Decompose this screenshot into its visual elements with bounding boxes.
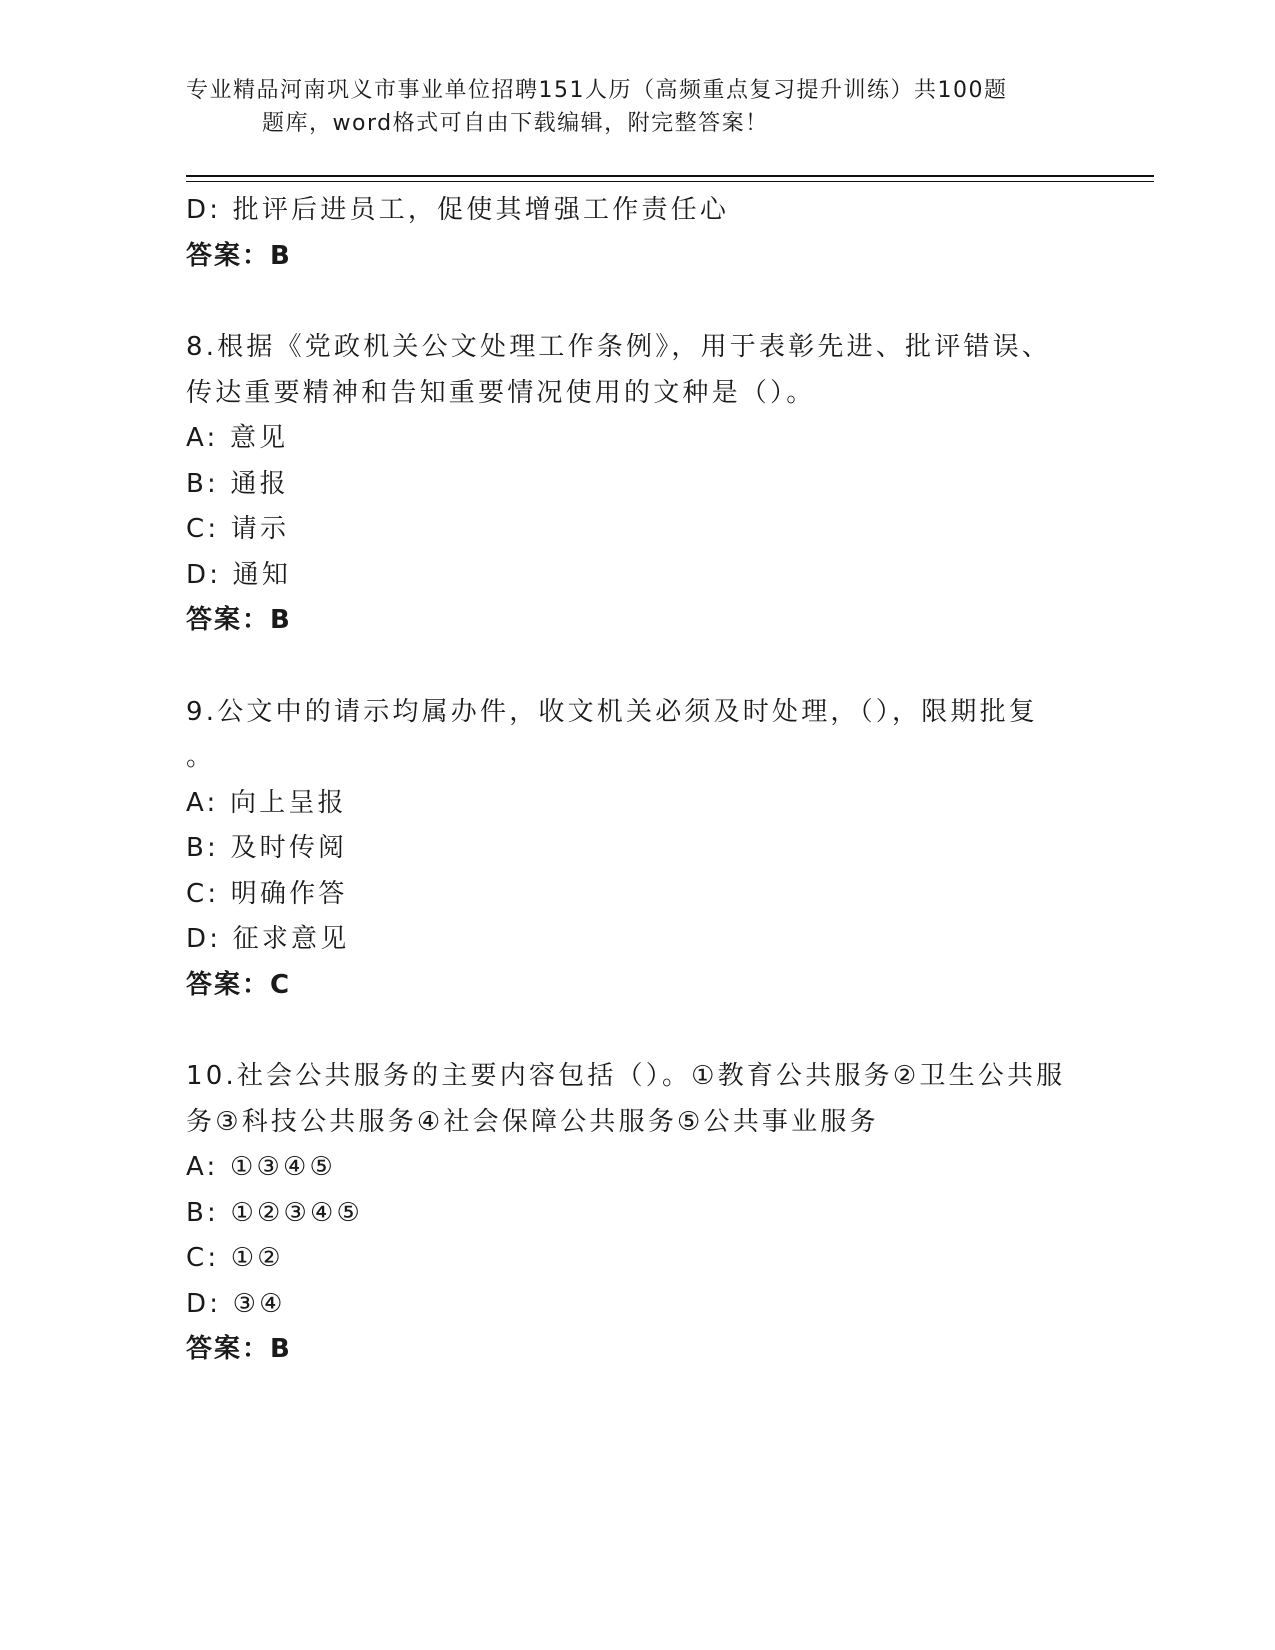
q10-text-line-2: 务③科技公共服务④社会保障公共服务⑤公共事业服务	[186, 1106, 879, 1137]
q9-option-d: D: 征求意见	[186, 924, 350, 954]
q9-text-line-1: 9.公文中的请示均属办件，收文机关必须及时处理，（），限期批复	[186, 696, 1039, 727]
q8-text-line-2: 传达重要精神和告知重要情况使用的文种是（）。	[186, 377, 816, 408]
q10-text-line-1: 10.社会公共服务的主要内容包括（）。①教育公共服务②卫生公共服	[186, 1061, 1066, 1091]
q8-text-line-1: 8.根据《党政机关公文处理工作条例》，用于表彰先进、批评错误、	[186, 332, 1052, 362]
document-header	[186, 74, 1066, 140]
q8-option-d: D: 通知	[186, 559, 292, 590]
q10-option-a: A: ①③④⑤	[186, 1152, 336, 1182]
prev-option-d: D: 批评后进员工，促使其增强工作责任心	[186, 195, 730, 225]
q9-text-line-2: 。	[186, 742, 216, 772]
q8-option-a: A: 意见	[186, 423, 289, 453]
q9-answer: 答案：C	[186, 969, 292, 1000]
header-line-2: 题库，word格式可自由下载编辑，附完整答案！	[262, 111, 769, 136]
header-rule-thick	[186, 175, 1154, 177]
q10-option-d: D: ③④	[186, 1288, 286, 1319]
q9-option-c: C: 明确作答	[186, 878, 348, 909]
header-line-1: 专业精品河南巩义市事业单位招聘151人历（高频重点复习提升训练）共100题	[186, 78, 1008, 103]
q9-option-a: A: 向上呈报	[186, 787, 347, 818]
q8-answer: 答案：B	[186, 605, 292, 635]
prev-answer: 答案：B	[186, 240, 292, 271]
q8-option-c: C: 请示	[186, 514, 290, 544]
q10-answer: 答案：B	[186, 1334, 292, 1364]
q10-option-b: B: ①②③④⑤	[186, 1197, 364, 1228]
header-rule-thin	[186, 181, 1154, 182]
q10-option-c: C: ①②	[186, 1243, 284, 1273]
question-content	[186, 188, 1086, 1373]
q8-option-b: B: 通报	[186, 468, 289, 499]
q9-option-b: B: 及时传阅	[186, 833, 348, 863]
